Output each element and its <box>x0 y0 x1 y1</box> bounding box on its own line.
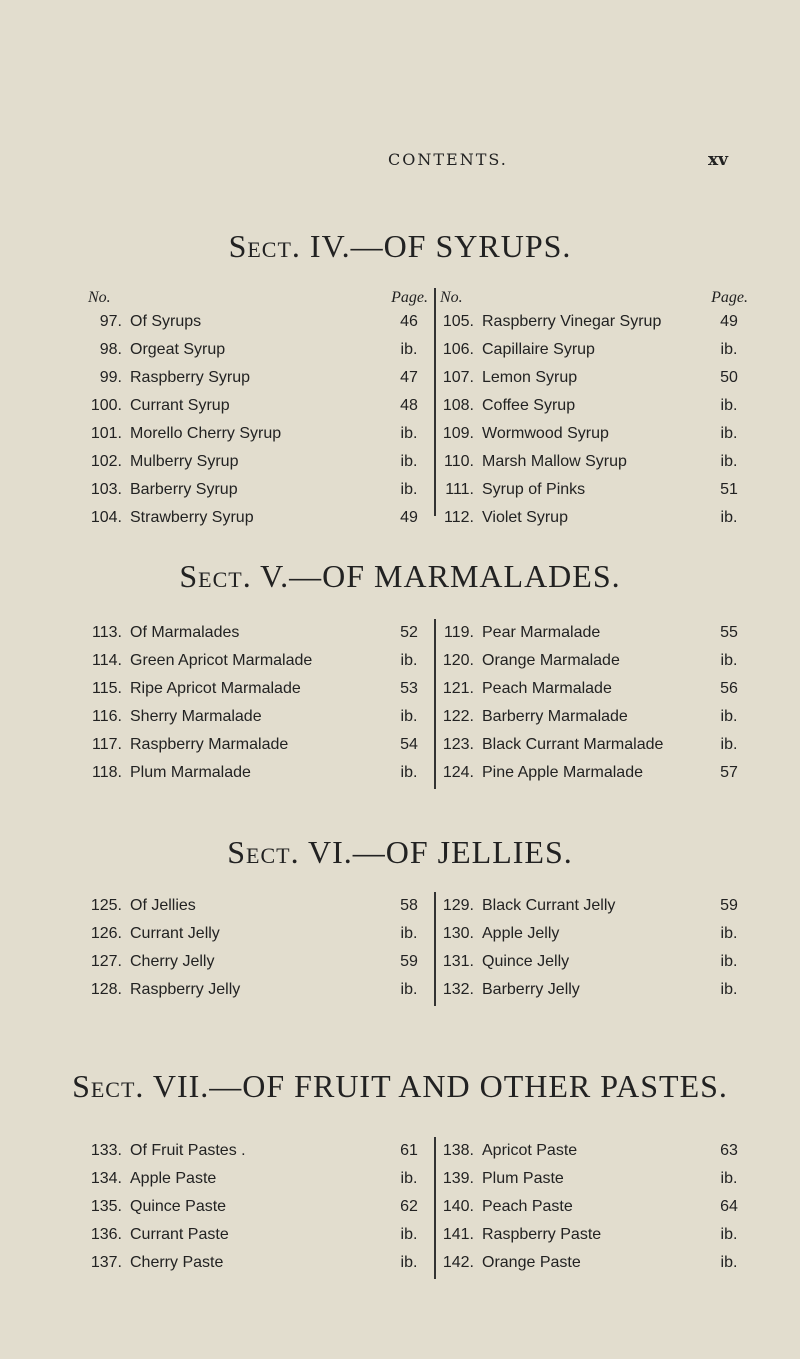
entry-page: ib. <box>720 1226 738 1243</box>
entry-page: ib. <box>400 1254 418 1271</box>
entry-title: Pear Marmalade <box>482 624 601 641</box>
entry-number: 102. <box>90 453 122 470</box>
contents-entry <box>440 392 748 420</box>
entry-page: 55 <box>720 624 738 641</box>
contents-entry <box>88 476 428 504</box>
entry-number: 106. <box>442 341 474 358</box>
entry-title: Of Fruit Pastes . <box>130 1142 246 1159</box>
page-header: Page. <box>391 289 428 306</box>
column-divider <box>434 619 436 789</box>
entry-title: Mulberry Syrup <box>130 453 239 470</box>
entry-page: ib. <box>400 1226 418 1243</box>
entry-number: 138. <box>442 1142 474 1159</box>
entry-number: 97. <box>99 313 122 330</box>
contents-entry <box>88 759 428 787</box>
contents-entry <box>88 420 428 448</box>
entry-page: ib. <box>720 1170 738 1187</box>
entry-title: Apple Paste <box>130 1170 217 1187</box>
entry-page: ib. <box>720 736 738 753</box>
entry-page: 49 <box>400 509 418 526</box>
entry-title: Sherry Marmalade <box>130 708 262 725</box>
entry-title: Orange Paste <box>482 1254 581 1271</box>
entry-page: 50 <box>720 369 738 386</box>
running-header <box>0 150 800 180</box>
contents-entry <box>88 703 428 731</box>
entry-page: ib. <box>400 764 418 781</box>
entry-page: ib. <box>720 341 738 358</box>
entry-page: ib. <box>720 425 738 442</box>
entry-number: 120. <box>442 652 474 669</box>
contents-entry <box>88 364 428 392</box>
left-column <box>88 1137 428 1277</box>
contents-entry <box>88 1137 428 1165</box>
entry-title: Peach Marmalade <box>482 680 612 697</box>
entry-title: Plum Marmalade <box>130 764 251 781</box>
section-prefix: Sect. <box>179 558 252 594</box>
contents-entry <box>440 476 748 504</box>
entry-title: Of Syrups <box>130 313 202 330</box>
entry-number: 100. <box>90 397 122 414</box>
entry-number: 125. <box>90 897 122 914</box>
entry-title: Currant Paste <box>130 1226 229 1243</box>
entry-page: ib. <box>720 453 738 470</box>
entry-title: Barberry Syrup <box>130 481 238 498</box>
entry-page: ib. <box>400 981 418 998</box>
contents-entry <box>440 731 748 759</box>
entry-number: 113. <box>92 624 122 641</box>
contents-entry <box>440 1165 748 1193</box>
section-prefix: Sect. <box>72 1068 145 1104</box>
entry-page: ib. <box>720 708 738 725</box>
entry-page: 48 <box>400 397 418 414</box>
entry-title: Of Marmalades <box>130 624 240 641</box>
entry-page: 61 <box>400 1142 418 1159</box>
entry-number: 99. <box>99 369 122 386</box>
entry-number: 135. <box>90 1198 122 1215</box>
entry-page: 57 <box>720 764 738 781</box>
entry-number: 139. <box>442 1170 474 1187</box>
running-title: CONTENTS. <box>388 150 508 169</box>
no-header: No. <box>88 289 111 306</box>
section-heading: VI.—OF JELLIES. <box>308 834 573 870</box>
contents-entry <box>440 308 748 336</box>
right-column <box>440 288 748 532</box>
contents-entry <box>440 448 748 476</box>
section-title <box>0 1068 800 1105</box>
entry-page: 49 <box>720 313 738 330</box>
contents-entry <box>88 1165 428 1193</box>
entry-title: Black Currant Marmalade <box>482 736 664 753</box>
contents-entry <box>88 504 428 532</box>
entry-page: 59 <box>720 897 738 914</box>
entry-number: 104. <box>90 509 122 526</box>
contents-entry <box>88 920 428 948</box>
entry-number: 116. <box>92 708 122 725</box>
contents-entry <box>440 619 748 647</box>
entry-title: Cherry Jelly <box>130 953 215 970</box>
entry-page: ib. <box>720 953 738 970</box>
entry-number: 107. <box>442 369 474 386</box>
contents-entry <box>88 1193 428 1221</box>
entry-page: ib. <box>400 708 418 725</box>
column-divider <box>434 288 436 516</box>
entry-title: Quince Paste <box>130 1198 227 1215</box>
entry-number: 119. <box>444 624 474 641</box>
entry-number: 137. <box>90 1254 122 1271</box>
entry-page: 62 <box>400 1198 418 1215</box>
contents-entry <box>88 976 428 1004</box>
entry-page: 58 <box>400 897 418 914</box>
entry-page: ib. <box>720 925 738 942</box>
contents-entry <box>440 920 748 948</box>
entry-title: Syrup of Pinks <box>482 481 586 498</box>
entry-title: Quince Jelly <box>482 953 570 970</box>
entry-number: 129. <box>442 897 474 914</box>
section-prefix: Sect. <box>227 834 300 870</box>
entry-number: 124. <box>442 764 474 781</box>
contents-entry <box>88 892 428 920</box>
contents-entry <box>88 731 428 759</box>
entry-title: Capillaire Syrup <box>482 341 595 358</box>
page-header: Page. <box>711 289 748 306</box>
entry-title: Of Jellies <box>130 897 196 914</box>
contents-entry <box>440 336 748 364</box>
entry-title: Orange Marmalade <box>482 652 620 669</box>
right-column <box>440 619 748 787</box>
entry-number: 105. <box>442 313 474 330</box>
entry-number: 122. <box>442 708 474 725</box>
entry-title: Black Currant Jelly <box>482 897 616 914</box>
contents-entry <box>88 948 428 976</box>
entry-title: Coffee Syrup <box>482 397 576 414</box>
entry-page: ib. <box>400 652 418 669</box>
entry-title: Currant Jelly <box>130 925 220 942</box>
left-column <box>88 288 428 532</box>
contents-entry <box>440 703 748 731</box>
entry-title: Violet Syrup <box>482 509 568 526</box>
entry-number: 142. <box>442 1254 474 1271</box>
entry-page: ib. <box>720 1254 738 1271</box>
entry-title: Peach Paste <box>482 1198 573 1215</box>
contents-entry <box>88 448 428 476</box>
entry-number: 136. <box>90 1226 122 1243</box>
contents-entry <box>440 976 748 1004</box>
entry-page: 63 <box>720 1142 738 1159</box>
contents-entry <box>440 892 748 920</box>
right-column <box>440 892 748 1004</box>
entry-number: 115. <box>92 680 122 697</box>
entry-title: Barberry Marmalade <box>482 708 628 725</box>
entry-number: 141. <box>442 1226 474 1243</box>
contents-entry <box>88 392 428 420</box>
entry-title: Ripe Apricot Marmalade <box>130 680 301 697</box>
entry-page: ib. <box>720 397 738 414</box>
section-heading: V.—OF MARMALADES. <box>260 558 621 594</box>
entry-number: 103. <box>90 481 122 498</box>
entry-page: 56 <box>720 680 738 697</box>
entry-page: ib. <box>400 925 418 942</box>
entry-number: 121. <box>442 680 474 697</box>
left-column <box>88 892 428 1004</box>
contents-entry <box>440 675 748 703</box>
contents-entry <box>440 1249 748 1277</box>
entry-page: ib. <box>400 341 418 358</box>
no-header: No. <box>440 289 463 306</box>
entry-title: Lemon Syrup <box>482 369 578 386</box>
entry-page: 59 <box>400 953 418 970</box>
entry-title: Raspberry Marmalade <box>130 736 289 753</box>
contents-entry <box>440 364 748 392</box>
entry-page: ib. <box>400 453 418 470</box>
contents-entry <box>88 1249 428 1277</box>
entry-page: 52 <box>400 624 418 641</box>
contents-entry <box>88 1221 428 1249</box>
contents-entry <box>440 647 748 675</box>
entry-title: Currant Syrup <box>130 397 230 414</box>
section-heading: IV.—OF SYRUPS. <box>309 228 572 264</box>
entry-title: Strawberry Syrup <box>130 509 254 526</box>
entry-title: Pine Apple Marmalade <box>482 764 643 781</box>
entry-number: 112. <box>444 509 474 526</box>
left-column <box>88 619 428 787</box>
entry-title: Plum Paste <box>482 1170 564 1187</box>
entry-title: Green Apricot Marmalade <box>130 652 313 669</box>
entry-number: 98. <box>99 341 122 358</box>
contents-entry <box>440 948 748 976</box>
entry-page: ib. <box>400 1170 418 1187</box>
contents-entry <box>440 1137 748 1165</box>
contents-entry <box>440 1221 748 1249</box>
entry-page: 51 <box>720 481 738 498</box>
entry-number: 110. <box>444 453 474 470</box>
contents-entry <box>440 759 748 787</box>
section-title <box>0 558 800 595</box>
page-number: xv <box>708 150 729 170</box>
entry-number: 111. <box>445 481 474 498</box>
contents-entry <box>440 1193 748 1221</box>
entry-number: 101. <box>90 425 122 442</box>
entry-number: 128. <box>90 981 122 998</box>
entry-page: 64 <box>720 1198 738 1215</box>
entry-number: 140. <box>442 1198 474 1215</box>
entry-page: ib. <box>400 481 418 498</box>
contents-entry <box>88 336 428 364</box>
entry-page: 53 <box>400 680 418 697</box>
entry-number: 117. <box>92 736 122 753</box>
entry-number: 126. <box>90 925 122 942</box>
entry-page: ib. <box>400 425 418 442</box>
entry-number: 108. <box>442 397 474 414</box>
entry-title: Morello Cherry Syrup <box>130 425 282 442</box>
entry-number: 134. <box>90 1170 122 1187</box>
entry-page: 54 <box>400 736 418 753</box>
entry-number: 132. <box>442 981 474 998</box>
entry-title: Raspberry Paste <box>482 1226 602 1243</box>
contents-entry <box>88 675 428 703</box>
contents-entry <box>88 308 428 336</box>
entry-number: 131. <box>442 953 474 970</box>
entry-number: 133. <box>90 1142 122 1159</box>
contents-entry <box>88 619 428 647</box>
entry-number: 123. <box>442 736 474 753</box>
right-column <box>440 1137 748 1277</box>
section-title <box>0 834 800 871</box>
contents-entry <box>88 647 428 675</box>
section-heading: VII.—OF FRUIT AND OTHER PASTES. <box>152 1068 728 1104</box>
column-header-row <box>88 288 428 308</box>
entry-page: 46 <box>400 313 418 330</box>
entry-number: 130. <box>442 925 474 942</box>
contents-entry <box>440 420 748 448</box>
column-header-row <box>440 288 748 308</box>
entry-title: Cherry Paste <box>130 1254 224 1271</box>
column-divider <box>434 892 436 1006</box>
entry-page: ib. <box>720 509 738 526</box>
entry-title: Raspberry Jelly <box>130 981 241 998</box>
entry-title: Apple Jelly <box>482 925 560 942</box>
section-title <box>0 228 800 265</box>
entry-number: 127. <box>90 953 122 970</box>
entry-number: 118. <box>92 764 122 781</box>
column-divider <box>434 1137 436 1279</box>
entry-number: 109. <box>442 425 474 442</box>
entry-page: ib. <box>720 981 738 998</box>
entry-page: 47 <box>400 369 418 386</box>
entry-page: ib. <box>720 652 738 669</box>
section-prefix: Sect. <box>228 228 301 264</box>
entry-title: Wormwood Syrup <box>482 425 609 442</box>
entry-title: Apricot Paste <box>482 1142 578 1159</box>
entry-title: Barberry Jelly <box>482 981 580 998</box>
entry-title: Raspberry Syrup <box>130 369 251 386</box>
entry-title: Raspberry Vinegar Syrup <box>482 313 662 330</box>
entry-title: Marsh Mallow Syrup <box>482 453 627 470</box>
entry-number: 114. <box>92 652 122 669</box>
entry-title: Orgeat Syrup <box>130 341 226 358</box>
contents-entry <box>440 504 748 532</box>
